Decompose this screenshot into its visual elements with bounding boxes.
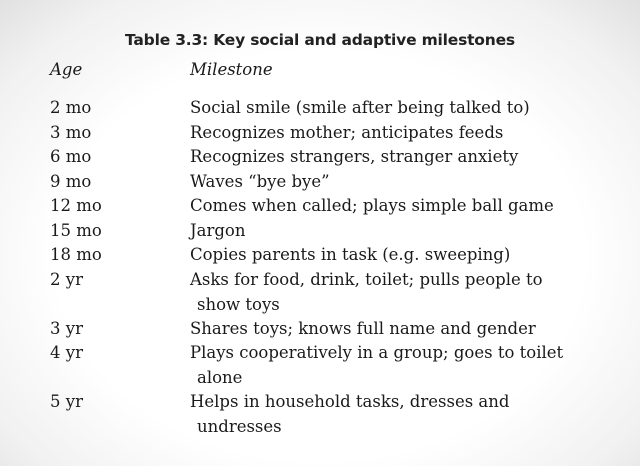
age-cell: 2 yr: [50, 270, 83, 289]
age-cell: 18 mo: [50, 245, 102, 264]
milestone-line: Copies parents in task (e.g. sweeping): [190, 245, 511, 264]
age-cell: 15 mo: [50, 221, 102, 240]
milestone-cell: [190, 341, 590, 390]
milestone-line: Asks for food, drink, toilet; pulls people to: [190, 270, 543, 289]
table-title: Table 3.3: Key social and adaptive milestones: [125, 31, 515, 49]
milestone-line: Social smile (smile after being talked to): [190, 98, 530, 117]
age-cell: 12 mo: [50, 196, 102, 215]
header-age: Age: [50, 60, 83, 79]
milestone-line: Jargon: [190, 221, 246, 240]
milestone-cell: [190, 317, 590, 342]
age-cell: 6 mo: [50, 147, 92, 166]
age-cell: 9 mo: [50, 172, 92, 191]
age-cell: 2 mo: [50, 98, 92, 117]
milestone-cell: [190, 390, 590, 439]
milestone-line: Shares toys; knows full name and gender: [190, 319, 536, 338]
age-cell: 4 yr: [50, 343, 83, 362]
age-cell: 3 mo: [50, 123, 92, 142]
milestone-line: undresses: [197, 416, 282, 436]
milestone-line: Recognizes strangers, stranger anxiety: [190, 147, 519, 166]
age-cell: 3 yr: [50, 319, 83, 338]
milestone-cell: [190, 121, 590, 146]
milestone-cell: [190, 145, 590, 170]
milestone-line: show toys: [197, 294, 280, 314]
milestone-cell: [190, 170, 590, 195]
milestone-cell: [190, 268, 590, 317]
milestone-cell: [190, 243, 590, 268]
milestone-line: Plays cooperatively in a group; goes to toilet: [190, 343, 564, 362]
age-cell: 5 yr: [50, 392, 83, 411]
milestone-line: alone: [197, 367, 243, 387]
milestone-cell: [190, 219, 590, 244]
milestone-line: Comes when called; plays simple ball game: [190, 196, 554, 215]
milestone-cell: [190, 96, 590, 121]
header-milestone: Milestone: [190, 60, 273, 79]
milestone-line: Helps in household tasks, dresses and: [190, 392, 510, 411]
milestone-line: Recognizes mother; anticipates feeds: [190, 123, 504, 142]
milestone-line: Waves “bye bye”: [190, 172, 330, 191]
milestone-cell: [190, 194, 590, 219]
